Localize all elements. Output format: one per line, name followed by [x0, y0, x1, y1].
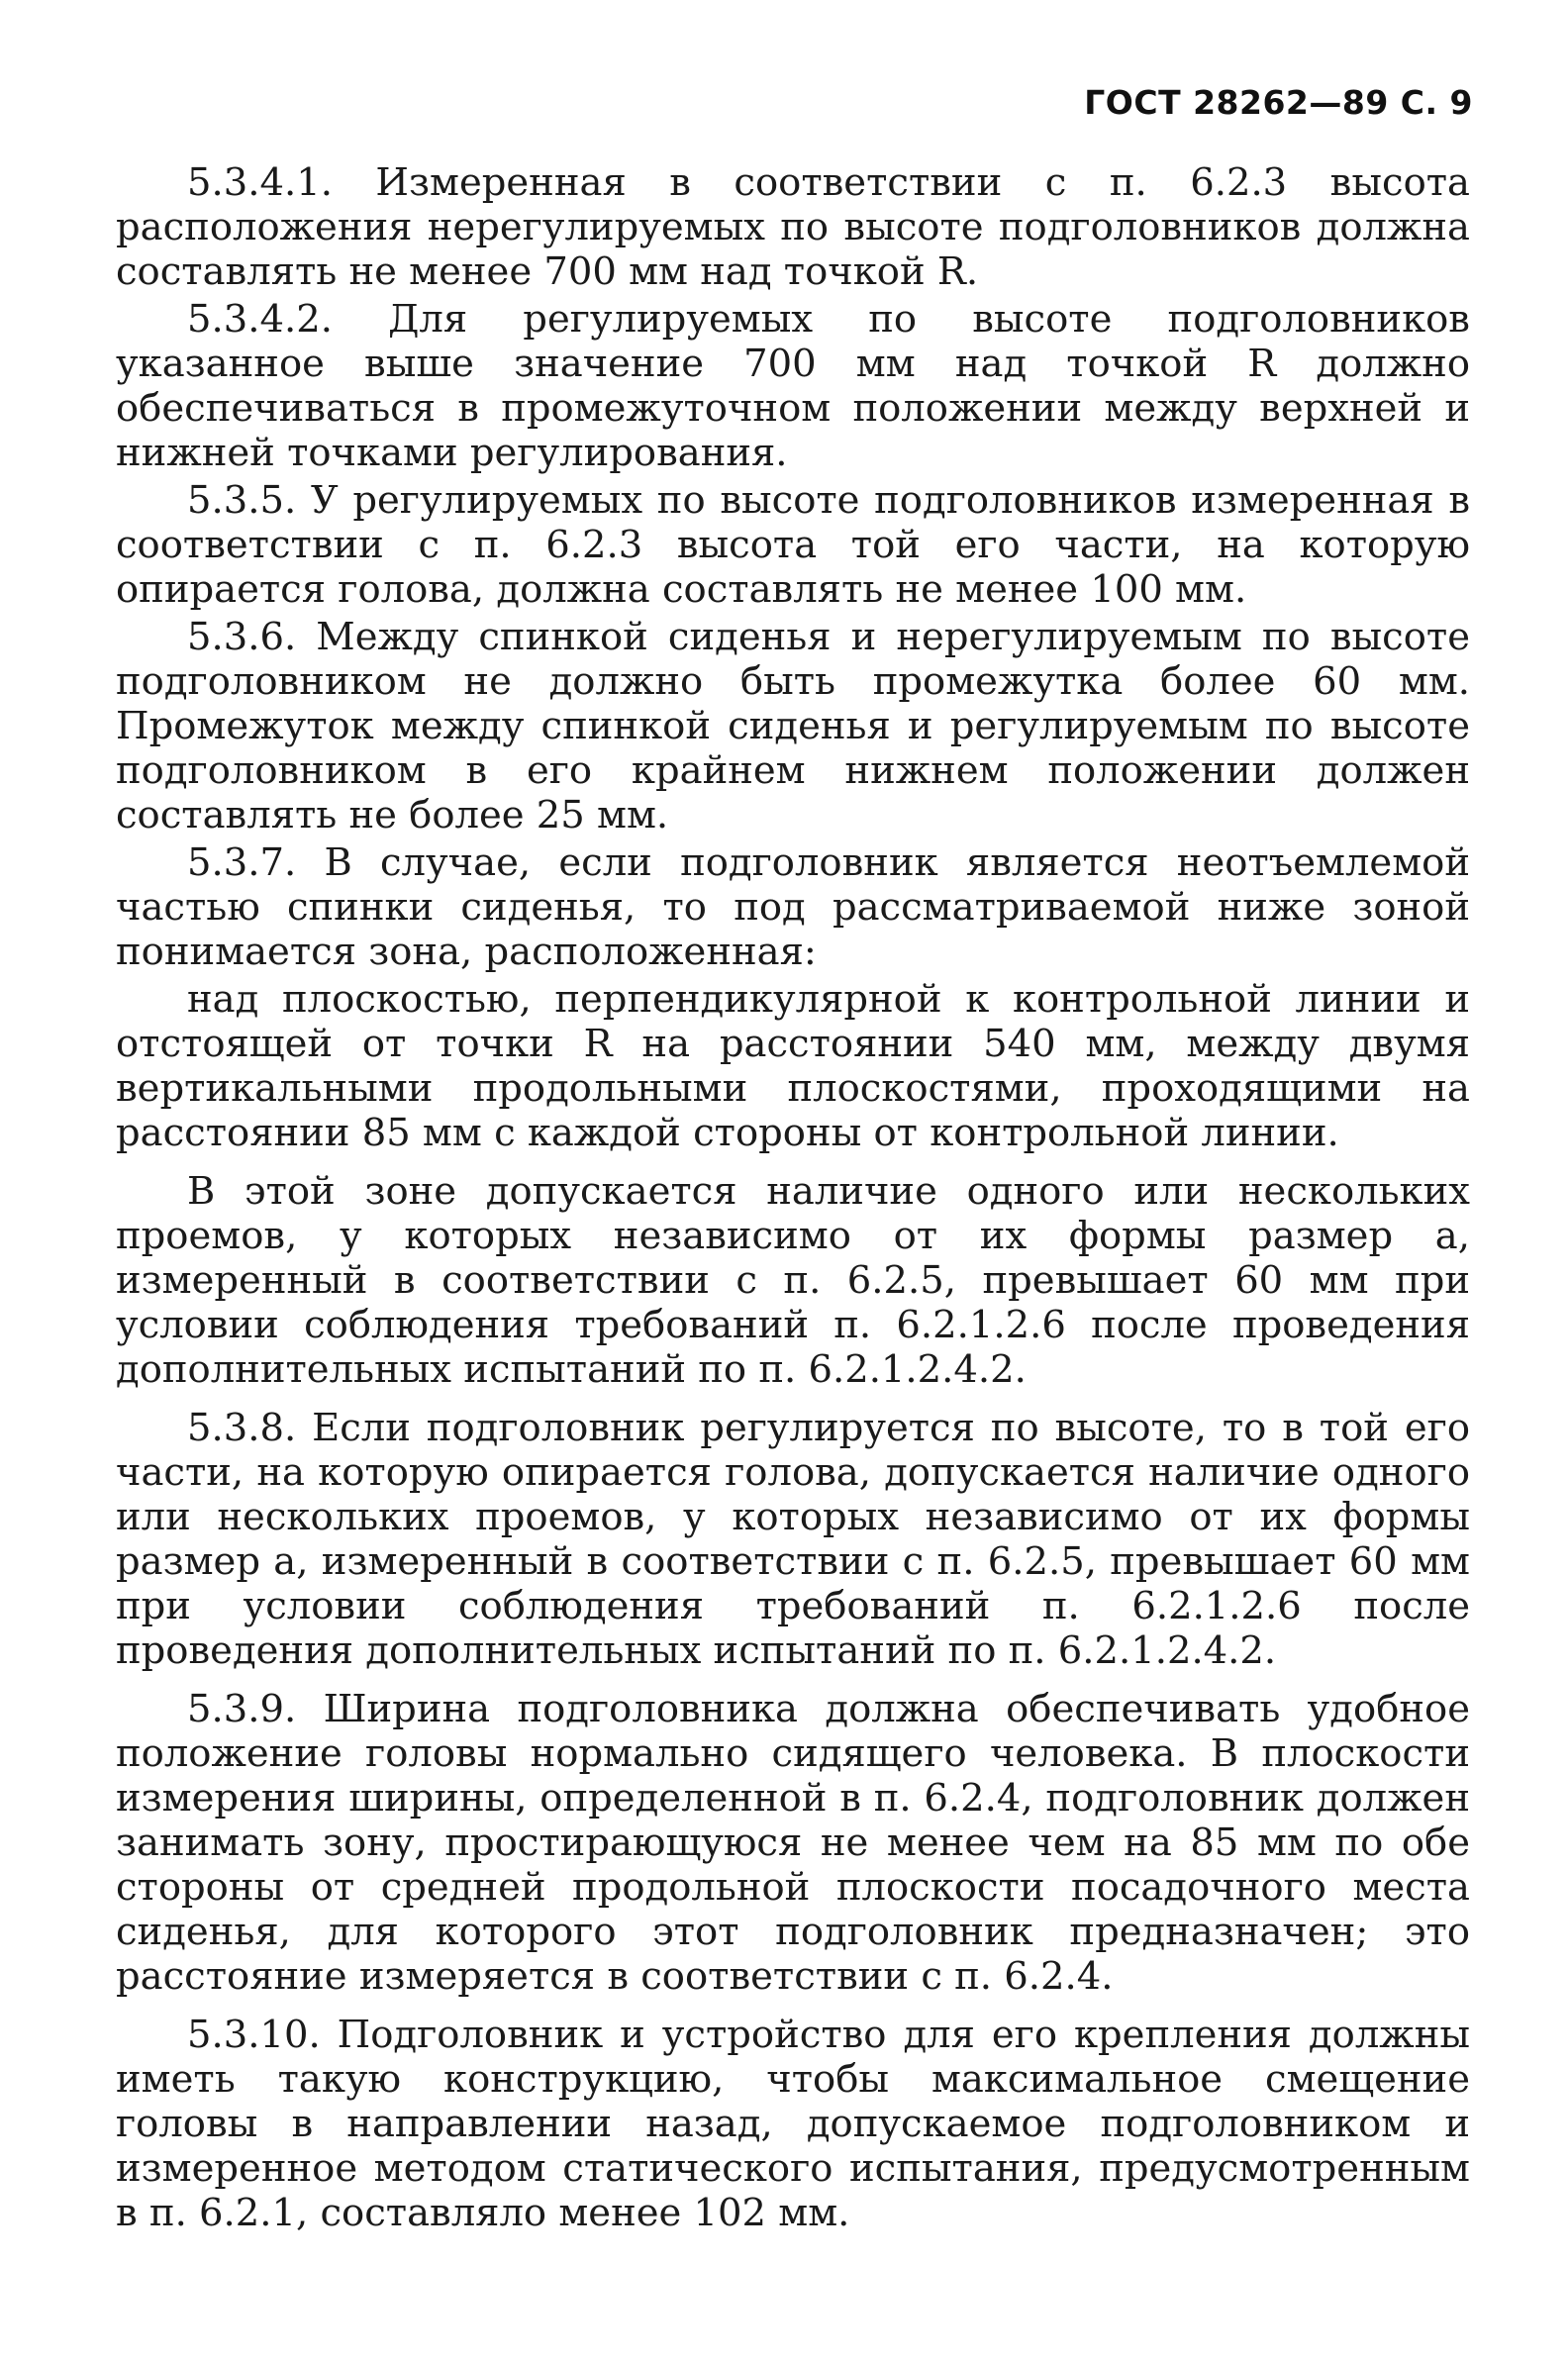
paragraph-5-3-8: 5.3.8. Если подголовник регулируется по высоте, то в той его части, на которую опирается голова, допускается наличие одного или нескольких проемов, у которых независимо от их формы размер а, измеренный в соответствии с п. 6.2.5, превышает 60 мм при условии соблюдения требований п. 6.2.1.2.6 после проведения дополнительных испытаний по п. 6.2.1.2.4.2. — [116, 1406, 1470, 1673]
paragraph-5-3-7-zone-definition: над плоскостью, перпендикулярной к контрольной линии и отстоящей от точки R на расстоянии 540 мм, между двумя вертикальными продольными плоскостями, проходящими на расстоянии 85 мм с каждой стороны от контрольной линии. — [116, 977, 1470, 1155]
paragraph-5-3-4-2: 5.3.4.2. Для регулируемых по высоте подголовников указанное выше значение 700 мм над точкой R должно обеспечиваться в промежуточном положении между верхней и нижней точками регулирования. — [116, 297, 1470, 475]
paragraph-5-3-4-1: 5.3.4.1. Измеренная в соответствии с п. 6.2.3 высота расположения нерегулируемых по высоте подголовников должна составлять не менее 700 мм над точкой R. — [116, 160, 1470, 294]
body-text — [116, 160, 1470, 2235]
paragraph-5-3-10: 5.3.10. Подголовник и устройство для его крепления должны иметь такую конструкцию, чтобы максимальное смещение головы в направлении назад, допускаемое подголовником и измеренное методом статического испытания, предусмотренным в п. 6.2.1, составляло менее 102 мм. — [116, 2013, 1470, 2235]
running-header: ГОСТ 28262—89 С. 9 — [1084, 83, 1473, 122]
paragraph-5-3-6: 5.3.6. Между спинкой сиденья и нерегулируемым по высоте подголовником не должно быть промежутка более 60 мм. Промежуток между спинкой сиденья и регулируемым по высоте подголовником в его крайнем нижнем положении должен составлять не более 25 мм. — [116, 615, 1470, 837]
paragraph-5-3-7-openings: В этой зоне допускается наличие одного или нескольких проемов, у которых независимо от их формы размер а, измеренный в соответствии с п. 6.2.5, превышает 60 мм при условии соблюдения требований п. 6.2.1.2.6 после проведения дополнительных испытаний по п. 6.2.1.2.4.2. — [116, 1169, 1470, 1392]
paragraph-5-3-7: 5.3.7. В случае, если подголовник является неотъемлемой частью спинки сиденья, то под рассматриваемой ниже зоной понимается зона, расположенная: — [116, 840, 1470, 974]
paragraph-5-3-5: 5.3.5. У регулируемых по высоте подголовников измеренная в соответствии с п. 6.2.3 высота той его части, на которую опирается голова, должна составлять не менее 100 мм. — [116, 478, 1470, 612]
paragraph-5-3-9: 5.3.9. Ширина подголовника должна обеспечивать удобное положение головы нормально сидящего человека. В плоскости измерения ширины, определенной в п. 6.2.4, подголовник должен занимать зону, простирающуюся не менее чем на 85 мм по обе стороны от средней продольной плоскости посадочного места сиденья, для которого этот подголовник предназначен; это расстояние измеряется в соответствии с п. 6.2.4. — [116, 1687, 1470, 1999]
